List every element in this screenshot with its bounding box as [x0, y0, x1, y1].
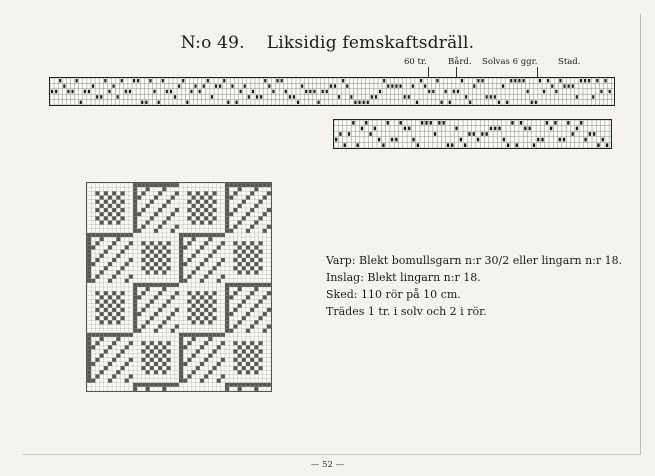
- weft-note: Inslag: Blekt lingarn n:r 18.: [326, 271, 481, 284]
- reed-note: Sked: 110 rör på 10 cm.: [326, 288, 461, 301]
- weaving-instructions: [326, 252, 622, 320]
- page-title: [0, 33, 655, 53]
- label-selvage: Solvas 6 ggr.: [482, 57, 538, 67]
- tick-border: [456, 67, 457, 77]
- woven-pattern-image: [86, 182, 272, 392]
- threading-note: Trädes 1 tr. i solv och 2 i rör.: [326, 305, 487, 318]
- woven-pattern-grid: [87, 183, 271, 391]
- label-border: Bård.: [448, 57, 472, 67]
- tick-threads: [428, 67, 429, 77]
- pattern-name: Liksidig femskaftsdräll.: [266, 33, 475, 53]
- treadling-draft-grid: [334, 120, 611, 148]
- label-threads: 60 tr.: [404, 57, 427, 67]
- label-edge: Stad.: [558, 57, 581, 67]
- treadling-draft: [333, 119, 612, 149]
- threading-draft: [49, 77, 615, 106]
- pattern-number: N:o 49.: [180, 33, 245, 53]
- page-number: — 52 —: [310, 460, 345, 470]
- threading-draft-grid: [50, 78, 614, 105]
- tick-selvage: [537, 67, 538, 77]
- warp-note: Varp: Blekt bomullsgarn n:r 30/2 eller lingarn n:r 18.: [326, 254, 623, 267]
